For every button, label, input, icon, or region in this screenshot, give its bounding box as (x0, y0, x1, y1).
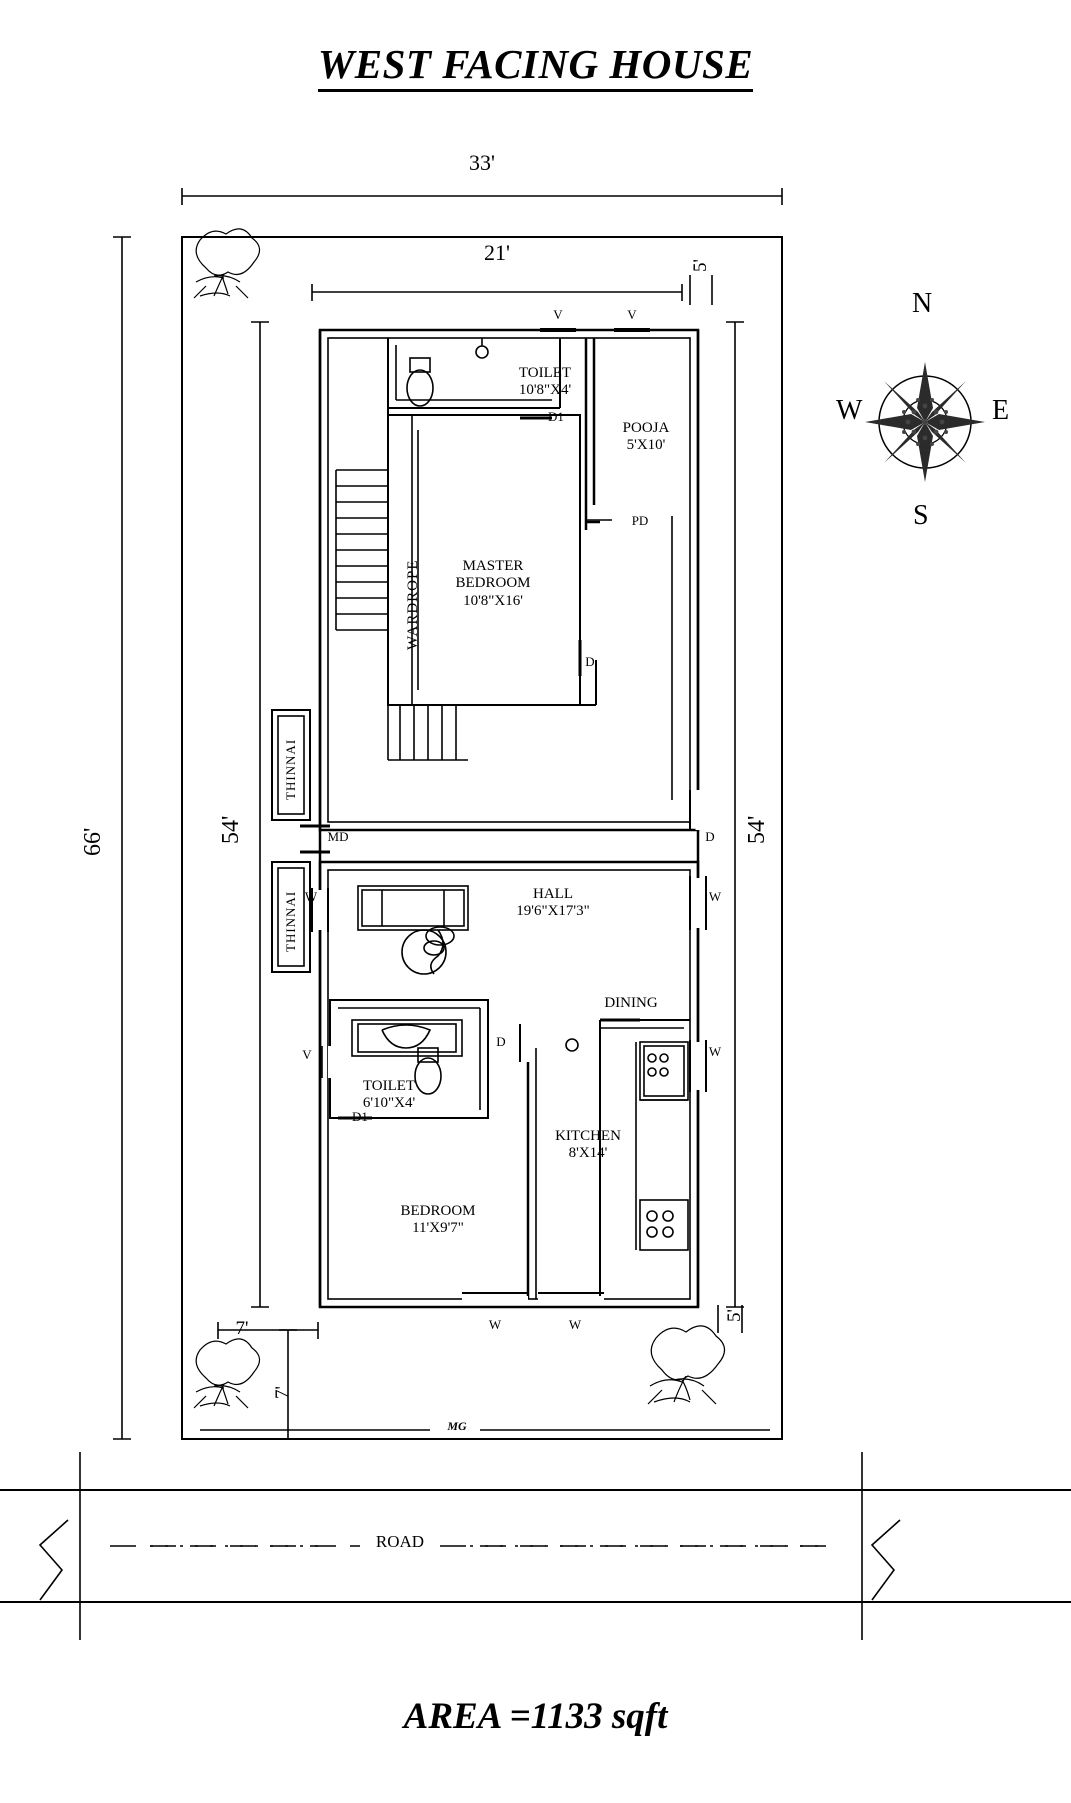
label-road: ROAD (375, 1532, 425, 1551)
opening-w-bottom-right: W (568, 1317, 582, 1332)
dim-left-plot-height: 66' (80, 827, 106, 857)
tree-icon-bottom-left (194, 1339, 260, 1408)
toilet-bottom-name: TOILET (362, 1078, 416, 1094)
compass-east-label: E (992, 395, 1010, 426)
opening-w-bottom-left: W (488, 1317, 502, 1332)
opening-pd: PD (631, 513, 649, 528)
dim-right-building-height: 54' (744, 815, 770, 845)
opening-d-right-upper: D (705, 829, 715, 844)
compass-south-label: S (913, 500, 929, 531)
room-label-toilet-bottom (334, 1078, 444, 1113)
tree-icon-top-left (194, 229, 260, 298)
opening-w-left-hall: W (304, 889, 318, 904)
toilet-top-size: 10'8"X4' (518, 382, 572, 399)
tree-icon-bottom-right (648, 1326, 725, 1404)
opening-v-left-toilet: V (302, 1047, 312, 1062)
opening-md: MD (327, 829, 349, 844)
toilet-bottom-size: 6'10"X4' (362, 1095, 416, 1112)
opening-w-right-kitchen: W (708, 1044, 722, 1059)
opening-w-right-hall: W (708, 889, 722, 904)
room-label-dining: DINING (604, 995, 658, 1011)
pooja-size: 5'X10' (626, 437, 666, 454)
room-label-toilet-top (490, 365, 600, 400)
opening-d1-top: D1 (548, 409, 564, 424)
dim-top-inner-width: 21' (484, 240, 510, 265)
compass-north-label: N (912, 288, 933, 319)
pooja-name: POOJA (622, 420, 670, 436)
dim-top-right-offset: 5' (690, 259, 711, 273)
page-title: WEST FACING HOUSE (0, 40, 1071, 88)
hall-size: 19'6"X17'3" (516, 903, 590, 920)
room-label-wardrope: WARDROPE (405, 559, 421, 651)
room-label-thinnai-2: THINNAI (283, 890, 298, 952)
label-mg: MG (447, 1419, 467, 1433)
dim-left-building-height: 54' (218, 815, 244, 845)
opening-d-master: D (585, 654, 595, 669)
area-caption: AREA =1133 sqft (403, 1696, 668, 1737)
room-label-hall (478, 886, 628, 921)
kitchen-size: 8'X14' (568, 1145, 608, 1162)
bedroom-size: 11'X9'7" (412, 1220, 464, 1237)
room-label-master-bedroom (428, 558, 558, 610)
opening-v-top-right: V (627, 307, 637, 322)
opening-d-bedroom: D (496, 1034, 506, 1049)
master-line1: MASTER (462, 558, 524, 574)
dim-bottom-left-setback-vertical: 7' (272, 1386, 293, 1400)
room-label-bedroom (378, 1203, 498, 1238)
dim-bottom-right-offset: 5' (724, 1309, 745, 1323)
opening-d1-toilet: D1 (352, 1109, 368, 1124)
room-label-kitchen (538, 1128, 638, 1163)
toilet-top-name: TOILET (518, 365, 572, 381)
room-label-pooja (596, 420, 696, 455)
hall-name: HALL (533, 886, 573, 902)
master-size: 10'8"X16' (463, 592, 523, 609)
room-label-thinnai-1: THINNAI (283, 738, 298, 800)
compass-rose-icon (865, 362, 985, 482)
dim-top-plot-width: 33' (469, 150, 495, 175)
compass-west-label: W (836, 395, 863, 426)
kitchen-name: KITCHEN (555, 1128, 621, 1144)
master-line2: BEDROOM (455, 575, 531, 592)
opening-v-top-left: V (553, 307, 563, 322)
bedroom-name: BEDROOM (400, 1203, 476, 1219)
dim-bottom-left-setback: 7' (235, 1318, 249, 1339)
